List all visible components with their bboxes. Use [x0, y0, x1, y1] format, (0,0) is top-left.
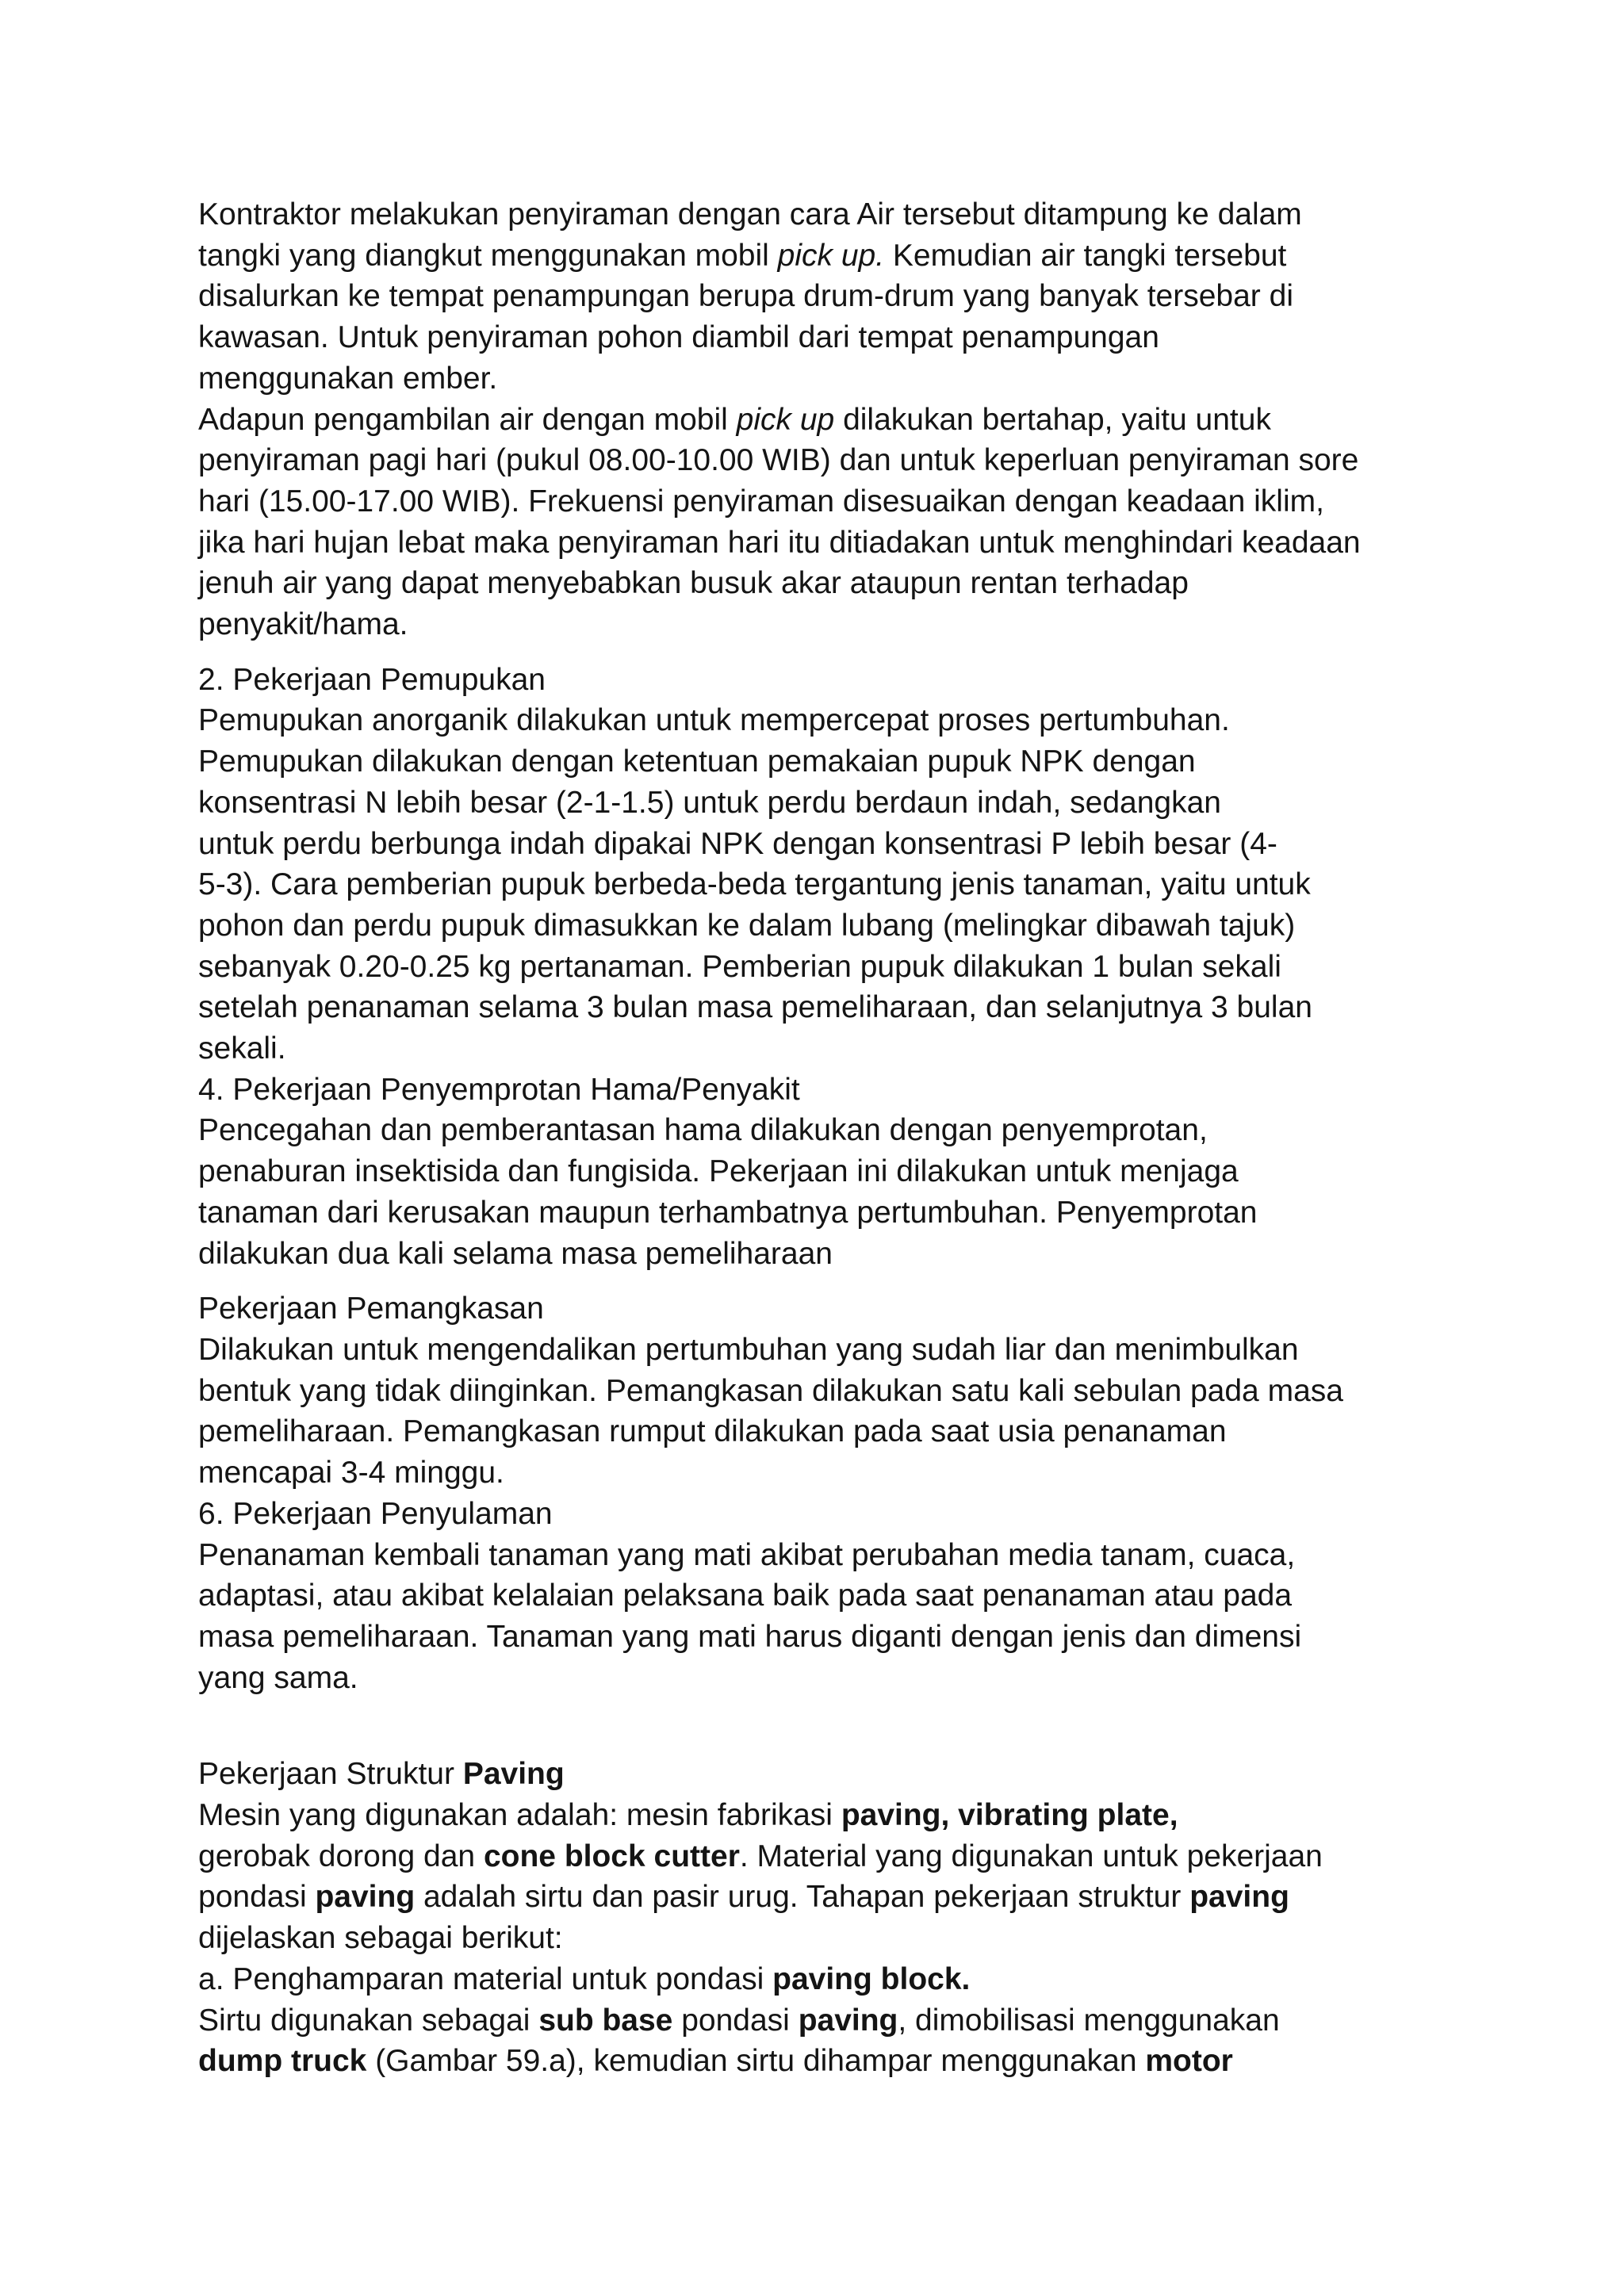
- text-run: Adapun pengambilan air dengan mobil: [198, 402, 737, 437]
- text-run: Kemudian air tangki tersebut: [884, 238, 1287, 273]
- text-line: [198, 1754, 1459, 1795]
- text-run: paving: [798, 2003, 898, 2038]
- text-line: tanaman dari kerusakan maupun terhambatnya pertumbuhan. Penyemprotan: [198, 1195, 1258, 1230]
- text-run: motor: [1145, 2044, 1233, 2079]
- text-line: Pemupukan anorganik dilakukan untuk mempercepat proses pertumbuhan.: [198, 703, 1230, 738]
- text-line: sekali.: [198, 1031, 286, 1066]
- text-run: cone block cutter: [483, 1839, 740, 1873]
- text-line: Pekerjaan Pemangkasan: [198, 1292, 544, 1326]
- text-run: , dimobilisasi menggunakan: [898, 2003, 1280, 2038]
- text-run: . Material yang digunakan untuk pekerjaan: [739, 1839, 1323, 1873]
- text-run: paving block.: [772, 1961, 971, 1996]
- text-line: jenuh air yang dapat menyebabkan busuk akar ataupun rentan terhadap: [198, 566, 1189, 601]
- text-run: sub base: [538, 2003, 673, 2038]
- text-run: a. Penghamparan material untuk pondasi: [198, 1961, 773, 1996]
- paragraph-struktur-paving: [198, 1754, 1459, 2082]
- text-line: penaburan insektisida dan fungisida. Pekerjaan ini dilakukan untuk menjaga: [198, 1154, 1239, 1189]
- text-line: setelah penanaman selama 3 bulan masa pemeliharaan, dan selanjutnya 3 bulan: [198, 990, 1312, 1025]
- text-line: kawasan. Untuk penyiraman pohon diambil dari tempat penampungan: [198, 320, 1159, 355]
- text-run: (Gambar 59.a), kemudian sirtu dihampar menggunakan: [366, 2044, 1146, 2079]
- text-line: disalurkan ke tempat penampungan berupa drum-drum yang banyak tersebar di: [198, 279, 1293, 314]
- paragraph-pemangkasan-penyulaman: [198, 1288, 1459, 1698]
- text-line: bentuk yang tidak diinginkan. Pemangkasan dilakukan satu kali sebulan pada masa: [198, 1373, 1343, 1408]
- text-line: 4. Pekerjaan Penyemprotan Hama/Penyakit: [198, 1072, 800, 1107]
- text-line: 6. Pekerjaan Penyulaman: [198, 1496, 553, 1531]
- text-line: menggunakan ember.: [198, 361, 498, 396]
- text-run: Mesin yang digunakan adalah: mesin fabrikasi: [198, 1798, 841, 1833]
- text-run: pondasi: [198, 1880, 316, 1915]
- text-run: paving, vibrating plate,: [841, 1798, 1178, 1833]
- text-run: dump truck: [198, 2044, 367, 2079]
- text-line: dilakukan dua kali selama masa pemeliharaan: [198, 1236, 833, 1271]
- text-line: Dilakukan untuk mengendalikan pertumbuhan yang sudah liar dan menimbulkan: [198, 1332, 1299, 1367]
- text-run: pondasi: [672, 2003, 799, 2038]
- spacer: [198, 1274, 1459, 1288]
- text-run: Pekerjaan Struktur: [198, 1757, 463, 1792]
- text-line: Pemupukan dilakukan dengan ketentuan pemakaian pupuk NPK dengan: [198, 744, 1196, 779]
- text-run: pick up.: [777, 238, 885, 273]
- text-run: paving: [315, 1880, 416, 1915]
- text-line: 2. Pekerjaan Pemupukan: [198, 662, 546, 697]
- document-page: [198, 194, 1459, 2082]
- text-line: [198, 1795, 1459, 1836]
- text-line: yang sama.: [198, 1660, 358, 1695]
- text-line: mencapai 3-4 minggu.: [198, 1456, 504, 1490]
- text-run: dilakukan bertahap, yaitu untuk: [834, 402, 1271, 437]
- text-line: penyakit/hama.: [198, 607, 408, 642]
- text-line: adaptasi, atau akibat kelalaian pelaksana baik pada saat penanaman atau pada: [198, 1578, 1293, 1613]
- text-line: Penanaman kembali tanaman yang mati akibat perubahan media tanam, cuaca,: [198, 1537, 1296, 1572]
- text-line: masa pemeliharaan. Tanaman yang mati harus diganti dengan jenis dan dimensi: [198, 1619, 1302, 1654]
- text-line: [198, 235, 1459, 277]
- text-line: [198, 2000, 1459, 2042]
- text-line: [198, 1877, 1459, 1918]
- text-run: tangki yang diangkut menggunakan mobil: [198, 238, 778, 273]
- text-run: pick up: [736, 402, 835, 437]
- text-line: untuk perdu berbunga indah dipakai NPK dengan konsentrasi P lebih besar (4-: [198, 826, 1277, 861]
- text-line: pohon dan perdu pupuk dimasukkan ke dalam lubang (melingkar dibawah tajuk): [198, 908, 1296, 943]
- text-line: penyiraman pagi hari (pukul 08.00-10.00 WIB) dan untuk keperluan penyiraman sore: [198, 443, 1359, 478]
- text-line: jika hari hujan lebat maka penyiraman hari itu ditiadakan untuk menghindari keadaan: [198, 525, 1361, 560]
- paragraph-pemupukan-penyemprotan: [198, 660, 1459, 1275]
- text-line: hari (15.00-17.00 WIB). Frekuensi penyiraman disesuaikan dengan keadaan iklim,: [198, 484, 1324, 519]
- paragraph-penyiraman: [198, 194, 1459, 645]
- text-line: pemeliharaan. Pemangkasan rumput dilakukan pada saat usia penanaman: [198, 1414, 1227, 1449]
- text-run: Paving: [462, 1757, 565, 1792]
- text-line: konsentrasi N lebih besar (2-1-1.5) untuk perdu berdaun indah, sedangkan: [198, 785, 1221, 820]
- spacer: [198, 1698, 1459, 1754]
- text-line: [198, 1836, 1459, 1877]
- text-line: [198, 1959, 1459, 2000]
- text-run: gerobak dorong dan: [198, 1839, 484, 1873]
- text-line: sebanyak 0.20-0.25 kg pertanaman. Pemberian pupuk dilakukan 1 bulan sekali: [198, 949, 1281, 984]
- spacer: [198, 645, 1459, 660]
- text-run: paving: [1189, 1880, 1289, 1915]
- text-line: [198, 2041, 1459, 2082]
- text-run: Sirtu digunakan sebagai: [198, 2003, 539, 2038]
- text-line: dijelaskan sebagai berikut:: [198, 1921, 563, 1956]
- text-line: Kontraktor melakukan penyiraman dengan cara Air tersebut ditampung ke dalam: [198, 197, 1302, 232]
- text-line: Pencegahan dan pemberantasan hama dilakukan dengan penyemprotan,: [198, 1113, 1208, 1148]
- text-run: adalah sirtu dan pasir urug. Tahapan pekerjaan struktur: [415, 1880, 1190, 1915]
- text-line: [198, 400, 1459, 441]
- text-line: 5-3). Cara pemberian pupuk berbeda-beda tergantung jenis tanaman, yaitu untuk: [198, 867, 1311, 902]
